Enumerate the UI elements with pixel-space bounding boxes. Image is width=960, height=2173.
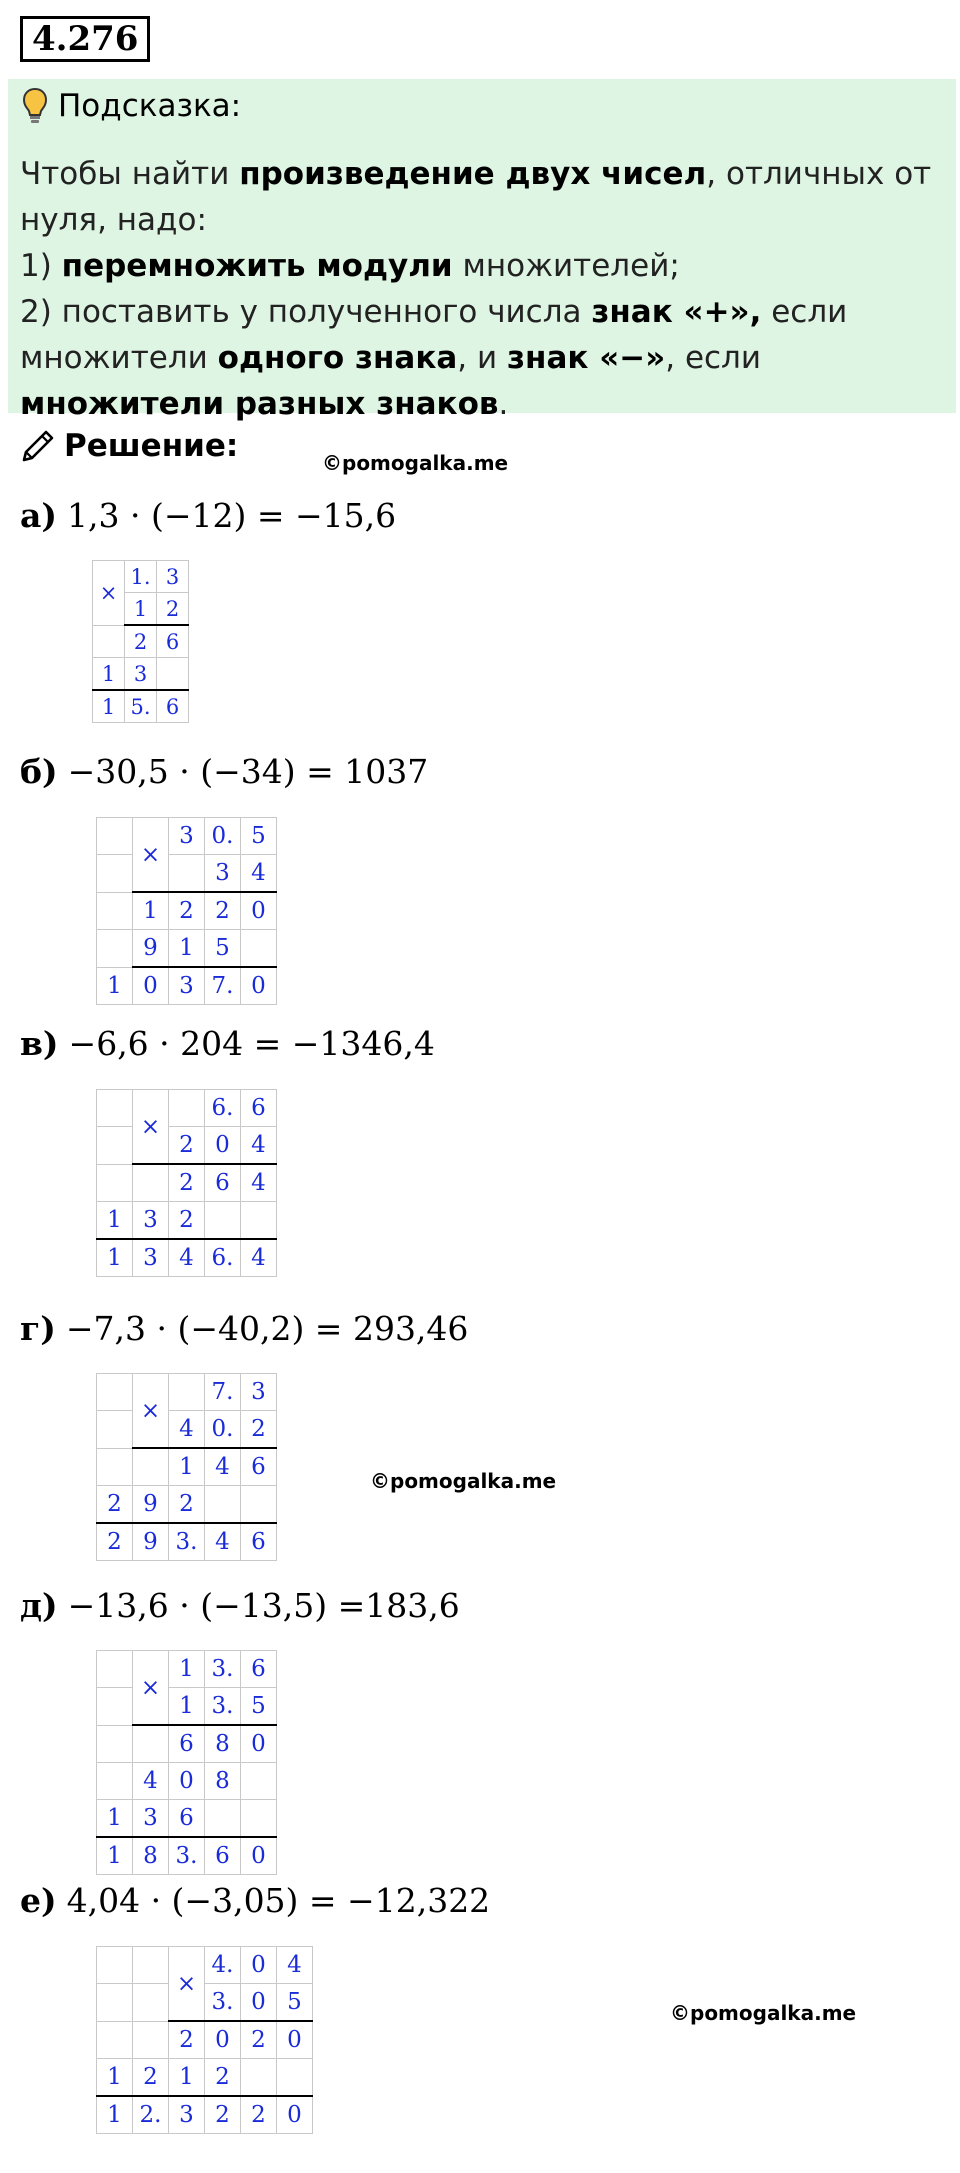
grid-cell: 2: [241, 2096, 277, 2134]
grid-cell: 1.: [125, 561, 157, 593]
watermark: ©pomogalka.me: [370, 1469, 557, 1493]
grid-cell: [241, 1486, 277, 1524]
grid-cell: ×: [133, 1651, 169, 1726]
grid-cell: 3: [157, 561, 189, 593]
grid-cell: 6: [157, 625, 189, 658]
grid-cell: [157, 658, 189, 691]
grid-cell: 9: [133, 1523, 169, 1561]
hint-box: [8, 79, 956, 422]
grid-cell: 3.: [205, 1651, 241, 1688]
grid-cell: 2: [169, 892, 205, 930]
grid-cell: 2: [133, 2059, 169, 2097]
text-segment: б): [20, 752, 58, 791]
grid-cell: 4: [241, 1239, 277, 1277]
grid-cell: 3: [169, 818, 205, 855]
grid-cell: 0.: [205, 818, 241, 855]
grid-cell: [169, 1374, 205, 1411]
grid-cell: [277, 2059, 313, 2097]
grid-cell: 1: [97, 1837, 133, 1875]
grid-cell: [133, 1984, 169, 2022]
equation-g: [20, 1309, 468, 1348]
text-segment: если множители: [20, 294, 848, 376]
grid-cell: 2: [205, 2059, 241, 2097]
grid-cell: 6: [241, 1523, 277, 1561]
grid-cell: 5: [241, 818, 277, 855]
grid-cell: 5.: [125, 690, 157, 723]
grid-cell: 8: [205, 1763, 241, 1800]
grid-cell: 2: [241, 2021, 277, 2059]
grid-cell: [97, 1411, 133, 1449]
grid-cell: ×: [93, 561, 125, 626]
watermark: ©pomogalka.me: [322, 451, 509, 475]
text-segment: −6,6 · 204 = −1346,4: [68, 1024, 435, 1063]
text-segment: е): [20, 1881, 57, 1920]
text-segment: 1): [20, 248, 62, 284]
grid-cell: 5: [241, 1688, 277, 1726]
grid-cell: [169, 855, 205, 893]
grid-cell: [97, 1763, 133, 1800]
grid-cell: 4.: [205, 1947, 241, 1984]
grid-cell: 1: [169, 1688, 205, 1726]
grid-cell: 6: [241, 1090, 277, 1127]
text-segment: 1,3 · (−12) = −15,6: [67, 496, 397, 535]
grid-cell: 1: [169, 930, 205, 968]
grid-cell: [97, 1688, 133, 1726]
text-segment: .: [498, 386, 509, 422]
grid-cell: [169, 1090, 205, 1127]
equation-a: [20, 496, 396, 535]
grid-cell: ×: [133, 1374, 169, 1449]
grid-cell: 2: [169, 1127, 205, 1165]
lightbulb-icon: [22, 87, 48, 125]
grid-cell: 2: [157, 593, 189, 626]
hint-header: [22, 87, 241, 125]
grid-cell: 0: [241, 1984, 277, 2022]
multiplication-grid-v: [96, 1089, 277, 1277]
grid-cell: 0.: [205, 1411, 241, 1449]
grid-cell: 8: [133, 1837, 169, 1875]
multiplication-grid-d: [96, 1650, 277, 1875]
grid-cell: 1: [125, 593, 157, 626]
watermark: ©pomogalka.me: [670, 2001, 857, 2025]
text-segment: в): [20, 1024, 59, 1063]
grid-cell: [241, 1202, 277, 1240]
grid-cell: [241, 1763, 277, 1800]
grid-cell: 4: [205, 1448, 241, 1486]
grid-cell: [97, 2021, 133, 2059]
text-segment: перемножить модули: [61, 248, 453, 284]
grid-cell: 2: [97, 1523, 133, 1561]
multiplication-grid-g: [96, 1373, 277, 1561]
grid-cell: 4: [241, 1127, 277, 1165]
multiplication-grid-b: [96, 817, 277, 1005]
grid-cell: 1: [93, 658, 125, 691]
grid-cell: 1: [97, 2059, 133, 2097]
multiplication-grid-e: [96, 1946, 313, 2134]
grid-cell: 1: [97, 1800, 133, 1838]
text-segment: −30,5 · (−34) = 1037: [67, 752, 429, 791]
text-segment: Чтобы найти: [20, 156, 240, 192]
grid-cell: [241, 1800, 277, 1838]
equation-e: [20, 1881, 490, 1920]
grid-cell: 0: [241, 1725, 277, 1763]
multiplication-grid-a: [92, 560, 189, 723]
solution-title: Решение:: [64, 428, 239, 464]
grid-cell: 6: [241, 1651, 277, 1688]
grid-cell: 1: [133, 892, 169, 930]
grid-cell: 6: [205, 1164, 241, 1202]
grid-cell: [97, 1947, 133, 1984]
grid-cell: 1: [97, 1202, 133, 1240]
grid-cell: [97, 1984, 133, 2022]
equation-v: [20, 1024, 435, 1063]
text-segment: , отличных от нуля, надо:: [20, 156, 932, 238]
pencil-icon: [20, 428, 56, 464]
grid-cell: 0: [241, 967, 277, 1005]
text-segment: д): [20, 1586, 58, 1625]
grid-cell: 4: [277, 1947, 313, 1984]
equation-b: [20, 752, 428, 791]
text-segment: −7,3 · (−40,2) = 293,46: [65, 1309, 469, 1348]
grid-cell: 1: [97, 967, 133, 1005]
grid-cell: [97, 1374, 133, 1411]
grid-cell: 0: [277, 2021, 313, 2059]
grid-cell: [93, 625, 125, 658]
text-segment: , если: [665, 340, 762, 376]
grid-cell: 3: [169, 967, 205, 1005]
grid-cell: 3: [241, 1374, 277, 1411]
grid-cell: ×: [169, 1947, 205, 2022]
grid-cell: 2: [205, 2096, 241, 2134]
grid-cell: [133, 1448, 169, 1486]
grid-cell: 9: [133, 930, 169, 968]
grid-cell: 4: [169, 1239, 205, 1277]
text-segment: г): [20, 1309, 56, 1348]
grid-cell: 3: [169, 2096, 205, 2134]
grid-cell: 0: [241, 892, 277, 930]
grid-cell: ×: [133, 818, 169, 893]
solution-header: [20, 428, 238, 464]
grid-cell: 7.: [205, 967, 241, 1005]
text-segment: множители разных знаков: [20, 386, 499, 422]
hint-title: Подсказка:: [58, 88, 242, 124]
grid-cell: 1: [97, 2096, 133, 2134]
grid-cell: 2.: [133, 2096, 169, 2134]
text-segment: множителей;: [452, 248, 680, 284]
equation-d: [20, 1586, 460, 1625]
grid-cell: 3: [133, 1800, 169, 1838]
grid-cell: [97, 855, 133, 893]
grid-cell: [205, 1486, 241, 1524]
grid-cell: 1: [97, 1239, 133, 1277]
grid-cell: 0: [241, 1837, 277, 1875]
text-segment: знак «−»: [507, 340, 666, 376]
grid-cell: [97, 1651, 133, 1688]
grid-cell: 0: [241, 1947, 277, 1984]
grid-cell: [133, 2021, 169, 2059]
grid-cell: 2: [169, 1486, 205, 1524]
grid-cell: 1: [169, 1651, 205, 1688]
grid-cell: 6: [241, 1448, 277, 1486]
grid-cell: 6: [169, 1800, 205, 1838]
grid-cell: ×: [133, 1090, 169, 1165]
text-segment: а): [20, 496, 57, 535]
grid-cell: [97, 1164, 133, 1202]
grid-cell: 4: [241, 1164, 277, 1202]
grid-cell: [97, 892, 133, 930]
text-segment: −13,6 · (−13,5) =183,6: [67, 1586, 460, 1625]
grid-cell: 0: [205, 1127, 241, 1165]
grid-cell: 0: [205, 2021, 241, 2059]
grid-cell: 7.: [205, 1374, 241, 1411]
grid-cell: 3.: [205, 1984, 241, 2022]
grid-cell: [133, 1947, 169, 1984]
grid-cell: 3: [133, 1239, 169, 1277]
grid-cell: 8: [205, 1725, 241, 1763]
grid-cell: 2: [125, 625, 157, 658]
grid-cell: 1: [169, 2059, 205, 2097]
grid-cell: [97, 1448, 133, 1486]
grid-cell: 1: [93, 690, 125, 723]
grid-cell: 0: [169, 1763, 205, 1800]
grid-cell: [241, 930, 277, 968]
grid-cell: 6.: [205, 1239, 241, 1277]
grid-cell: 5: [205, 930, 241, 968]
grid-cell: 4: [133, 1763, 169, 1800]
text-segment: произведение двух чисел: [239, 156, 707, 192]
grid-cell: 2: [241, 1411, 277, 1449]
grid-cell: 3.: [169, 1523, 205, 1561]
grid-cell: 3.: [169, 1837, 205, 1875]
grid-cell: 6: [169, 1725, 205, 1763]
grid-cell: 6.: [205, 1090, 241, 1127]
grid-cell: 2: [205, 892, 241, 930]
grid-cell: 6: [205, 1837, 241, 1875]
grid-cell: 3: [125, 658, 157, 691]
grid-cell: [97, 1090, 133, 1127]
grid-cell: [205, 1202, 241, 1240]
grid-cell: 5: [277, 1984, 313, 2022]
text-segment: 4,04 · (−3,05) = −12,322: [66, 1881, 491, 1920]
grid-cell: 6: [157, 690, 189, 723]
grid-cell: 0: [277, 2096, 313, 2134]
grid-cell: 4: [205, 1523, 241, 1561]
grid-cell: 3: [205, 855, 241, 893]
text-segment: 2) поставить у полученного числа: [20, 294, 592, 330]
grid-cell: [97, 930, 133, 968]
grid-cell: 4: [169, 1411, 205, 1449]
text-segment: одного знака: [217, 340, 458, 376]
grid-cell: [97, 1725, 133, 1763]
text-segment: , и: [457, 340, 508, 376]
grid-cell: [133, 1164, 169, 1202]
grid-cell: [97, 1127, 133, 1165]
grid-cell: 2: [169, 2021, 205, 2059]
hint-text: [20, 151, 940, 427]
grid-cell: [205, 1800, 241, 1838]
grid-cell: 4: [241, 855, 277, 893]
grid-cell: 3.: [205, 1688, 241, 1726]
grid-cell: 9: [133, 1486, 169, 1524]
grid-cell: 0: [133, 967, 169, 1005]
grid-cell: 2: [97, 1486, 133, 1524]
grid-cell: 3: [133, 1202, 169, 1240]
grid-cell: [133, 1725, 169, 1763]
grid-cell: [241, 2059, 277, 2097]
text-segment: знак «+»,: [591, 294, 762, 330]
grid-cell: 2: [169, 1202, 205, 1240]
grid-cell: 2: [169, 1164, 205, 1202]
task-number: 4.276: [20, 16, 150, 62]
grid-cell: 1: [169, 1448, 205, 1486]
grid-cell: [97, 818, 133, 855]
